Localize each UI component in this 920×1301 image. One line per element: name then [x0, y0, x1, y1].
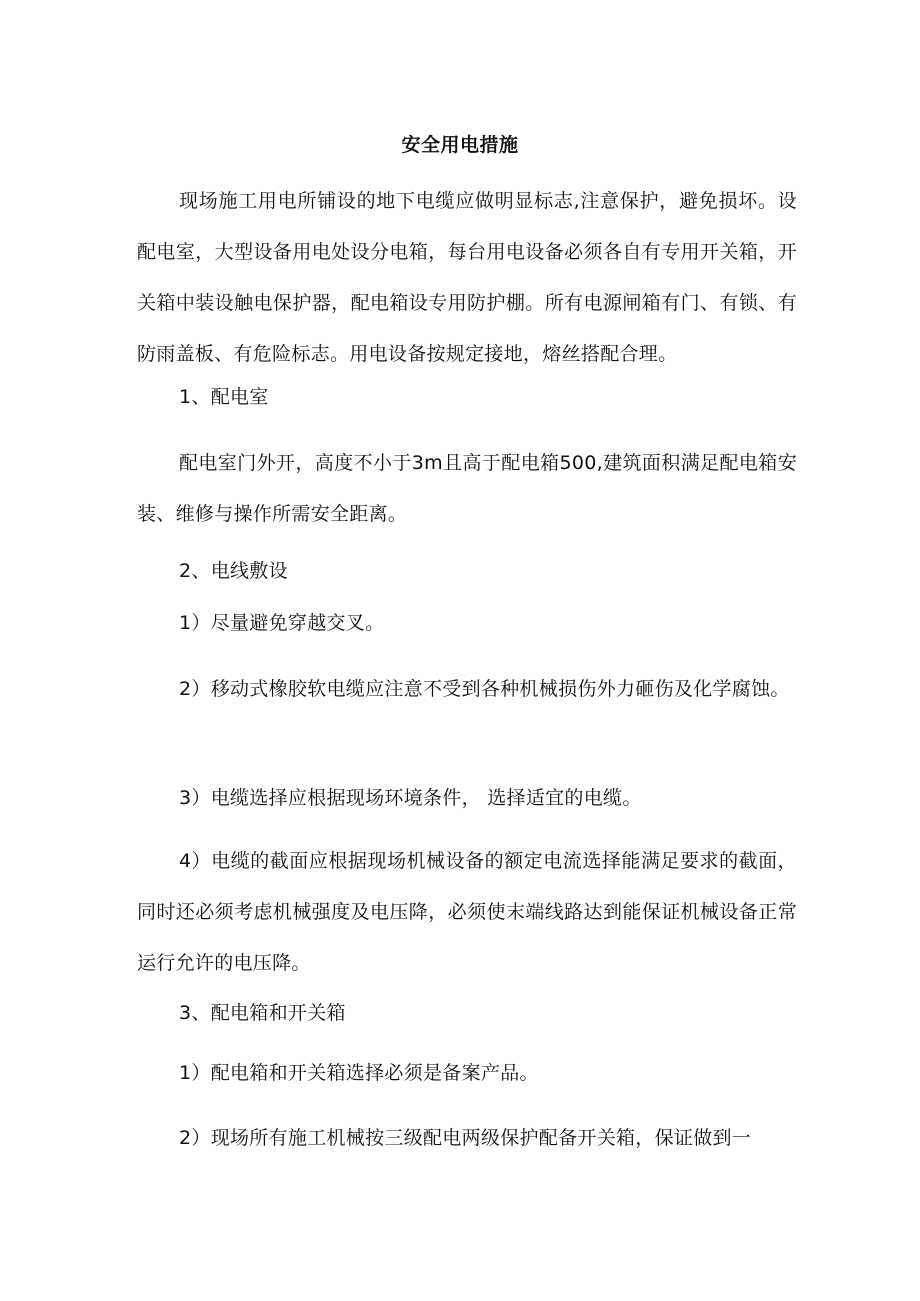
- distribution-box-item-2: 2）现场所有施工机械按三级配电两级保护配备开关箱，保证做到一: [179, 1127, 752, 1149]
- intro-paragraph: 现场施工用电所铺设的地下电缆应做明显标志,注意保护，避免损坏。设配电室，大型设备用电处设分电箱，每台用电设备必须各自有专用开关箱，开关箱中装设触电保护器，配电箱设专用防护棚。所有电源闸箱有门、有锁、有防雨盖板、有危险标志。用电设备按规定接地，熔丝搭配合理。: [137, 190, 797, 365]
- power-room-paragraph: 配电室门外开，高度不小于3m且高于配电箱500,建筑面积满足配电箱安装、维修与操作所需安全距离。: [137, 452, 797, 525]
- wiring-item-1: 1）尽量避免穿越交叉。: [179, 612, 385, 634]
- wiring-item-2: 2）移动式橡胶软电缆应注意不受到各种机械损伤外力砸伤及化学腐蚀。: [179, 678, 790, 700]
- document-title: 安全用电措施: [401, 134, 519, 156]
- section-heading-power-room: 1、配电室: [179, 386, 269, 408]
- section-heading-wiring: 2、电线敷设: [179, 560, 288, 582]
- distribution-box-item-1: 1）配电箱和开关箱选择必须是备案产品。: [179, 1062, 539, 1084]
- wiring-item-3: 3）电缆选择应根据现场环境条件， 选择适宜的电缆。: [179, 787, 642, 809]
- section-heading-distribution-boxes: 3、配电箱和开关箱: [179, 1002, 346, 1024]
- wiring-item-4: 4）电缆的截面应根据现场机械设备的额定电流选择能满足要求的截面，同时还必须考虑机械强度及电压降，必须使末端线路达到能保证机械设备正常运行允许的电压降。: [137, 850, 797, 974]
